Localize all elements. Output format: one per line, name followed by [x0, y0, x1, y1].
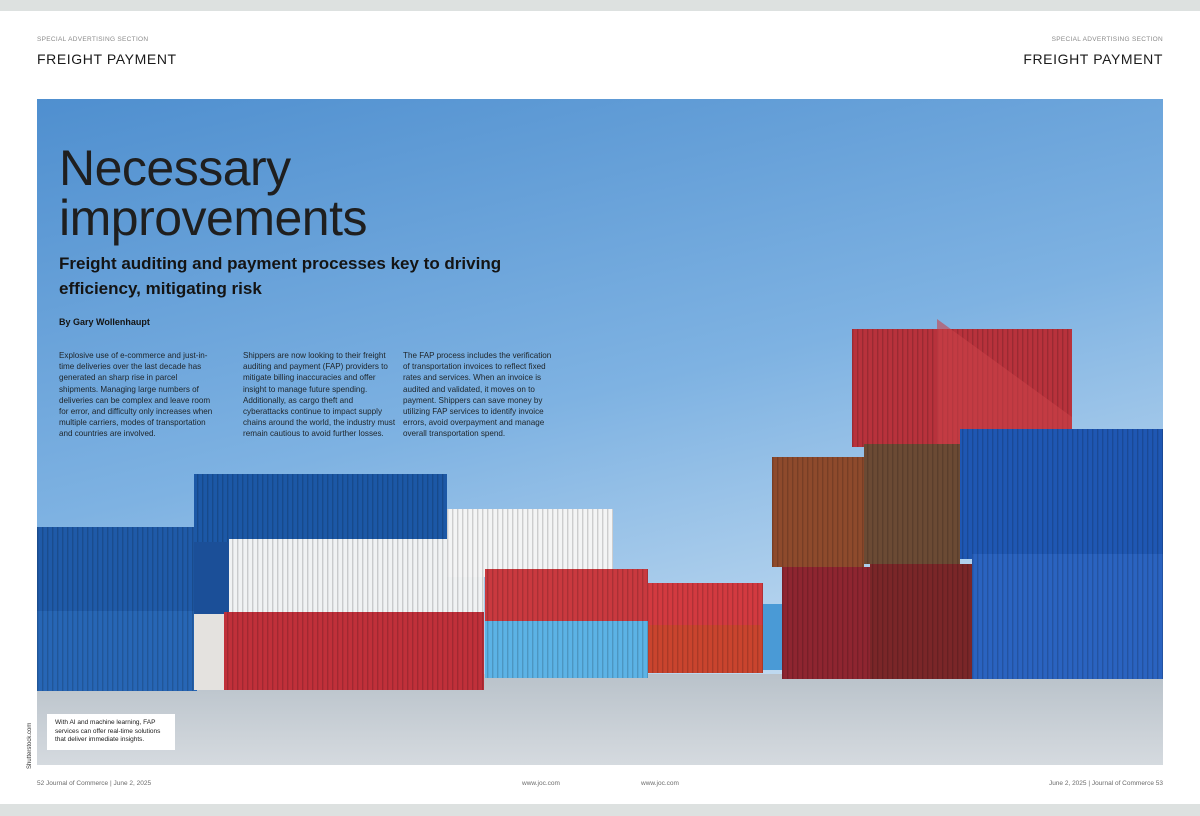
left-kicker: SPECIAL ADVERTISING SECTION	[37, 36, 149, 43]
headline-line-2: improvements	[59, 190, 367, 246]
magazine-spread	[0, 11, 1200, 804]
right-folio: June 2, 2025 | Journal of Commerce 53	[1048, 780, 1163, 787]
headline-line-1: Necessary	[59, 140, 291, 196]
left-url: www.joc.com	[522, 780, 560, 787]
photo-caption: With AI and machine learning, FAP services can offer real-time solutions that deliver immediate insights.	[47, 714, 175, 750]
left-folio: 52 Journal of Commerce | June 2, 2025	[37, 780, 152, 787]
hero-photo	[37, 99, 1163, 765]
photo-credit: Shutterstock.com	[27, 722, 33, 769]
deck-subheadline: Freight auditing and payment processes key to driving efficiency, mitigating risk	[59, 254, 502, 298]
left-section-label: FREIGHT PAYMENT	[37, 51, 177, 67]
headline	[59, 140, 619, 246]
right-section-label: FREIGHT PAYMENT	[1023, 51, 1163, 67]
right-url: www.joc.com	[641, 780, 679, 787]
byline: By Gary Wollenhaupt	[59, 317, 150, 327]
right-kicker: SPECIAL ADVERTISING SECTION	[1051, 36, 1163, 43]
body-column-2: Shippers are now looking to their freight auditing and payment (FAP) providers to mitigate billing inaccuracies and offer insight to manage future spending. Additionally, as cargo theft and cyberattacks continue to impact supply chains around the world, the industry must remain cautious to avoid further losses.	[243, 351, 396, 439]
body-column-1: Explosive use of e-commerce and just-in-time deliveries over the last decade has generated an sharp rise in parcel shipments. Managing large numbers of deliveries can be complex and leave room for error, and difficulty only increases when multiple carriers, modes of transportation and countries are involved.	[59, 351, 213, 439]
body-column-3: The FAP process includes the verification of transportation invoices to reflect fixed rates and services. When an invoice is audited and validated, it moves on to payment. Shippers can save money by utilizing FAP services to identify invoice errors, avoid overpayment and manage overall transportation spend.	[403, 351, 552, 439]
